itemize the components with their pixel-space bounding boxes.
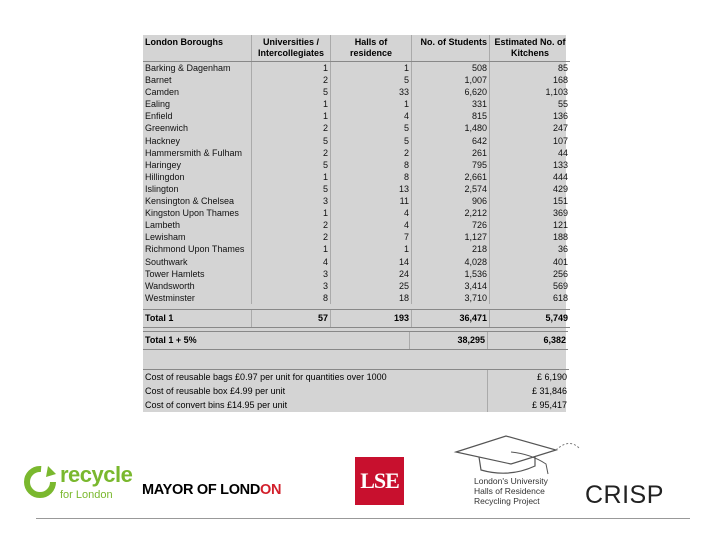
cell-students: 3,414 <box>412 280 490 292</box>
recycle-title: recycle <box>60 462 133 487</box>
cell-universities: 1 <box>252 243 331 255</box>
cell-borough: Southwark <box>145 256 188 267</box>
cell-halls: 1 <box>331 243 412 255</box>
cell-students: 642 <box>412 135 490 147</box>
cell-students: 1,536 <box>412 268 490 280</box>
total-plus-row <box>143 332 568 350</box>
cell-borough: Tower Hamlets <box>145 268 205 279</box>
cell-universities: 4 <box>252 256 331 268</box>
halls-line-3: Recycling Project <box>474 496 540 506</box>
cell-borough: Enfield <box>145 111 173 122</box>
table-row <box>143 110 570 122</box>
cell-kitchens: 85 <box>490 62 571 75</box>
table-row <box>143 122 570 134</box>
cell-students: 508 <box>412 62 490 75</box>
cell-halls: 1 <box>331 98 412 110</box>
header-borough: London Boroughs <box>143 35 252 62</box>
table-row <box>143 219 570 231</box>
cell-students: 4,028 <box>412 256 490 268</box>
cell-borough: Camden <box>145 87 180 98</box>
cell-halls: 7 <box>331 231 412 243</box>
cell-universities: 1 <box>252 110 331 122</box>
mayor-accent-text: ON <box>260 482 282 498</box>
table-row <box>143 171 570 183</box>
mortarboard-icon <box>451 430 581 480</box>
cell-halls: 14 <box>331 256 412 268</box>
total-halls: 193 <box>331 310 412 328</box>
cell-universities: 2 <box>252 231 331 243</box>
cell-kitchens: 618 <box>490 292 571 304</box>
cell-universities: 1 <box>252 171 331 183</box>
cell-universities: 1 <box>252 207 331 219</box>
table-row <box>143 207 570 219</box>
halls-recycling-logo <box>456 430 576 515</box>
cell-kitchens: 55 <box>490 98 571 110</box>
total-plus-kitchens: 6,382 <box>488 332 569 350</box>
total-students: 36,471 <box>412 310 490 328</box>
header-halls: Halls of residence <box>331 35 412 62</box>
recycle-arrow-icon <box>22 464 58 500</box>
cell-kitchens: 444 <box>490 171 571 183</box>
cell-universities: 5 <box>252 86 331 98</box>
table-row <box>143 159 570 171</box>
cell-halls: 2 <box>331 147 412 159</box>
cell-borough: Westminster <box>145 292 195 303</box>
cell-universities: 3 <box>252 268 331 280</box>
cell-students: 1,007 <box>412 74 490 86</box>
cost-table <box>143 369 569 412</box>
table-row <box>143 280 570 292</box>
cell-kitchens: 247 <box>490 122 571 134</box>
cell-universities: 2 <box>252 147 331 159</box>
halls-line-1: London's University <box>474 476 548 486</box>
table-row <box>143 74 570 86</box>
cell-universities: 5 <box>252 183 331 195</box>
cell-kitchens: 1,103 <box>490 86 571 98</box>
cell-halls: 11 <box>331 195 412 207</box>
cell-borough: Barnet <box>145 75 172 86</box>
cell-borough: Lambeth <box>145 220 181 231</box>
recycle-for-london-logo <box>22 462 132 508</box>
cell-universities: 2 <box>252 219 331 231</box>
cell-kitchens: 429 <box>490 183 571 195</box>
cell-borough: Richmond Upon Thames <box>145 244 245 255</box>
cell-kitchens: 107 <box>490 135 571 147</box>
header-universities: Universities / Intercollegiates <box>252 35 331 62</box>
table-row <box>143 243 570 255</box>
cell-halls: 1 <box>331 62 412 75</box>
cell-borough: Greenwich <box>145 123 189 134</box>
cell-kitchens: 121 <box>490 219 571 231</box>
cost-label: Cost of reusable bags £0.97 per unit for quantities over 1000 <box>143 370 488 385</box>
cell-borough: Lewisham <box>145 232 186 243</box>
total-plus-label: Total 1 + 5% <box>143 332 410 350</box>
cost-value: £ 6,190 <box>488 370 570 385</box>
cell-universities: 1 <box>252 98 331 110</box>
cost-value: £ 31,846 <box>488 384 570 398</box>
table-header-row <box>143 35 570 62</box>
cell-universities: 2 <box>252 74 331 86</box>
cost-row <box>143 370 569 385</box>
total-row <box>143 310 570 328</box>
cell-kitchens: 44 <box>490 147 571 159</box>
halls-line-2: Halls of Residence <box>474 486 545 496</box>
cost-label: Cost of reusable box £4.99 per unit <box>145 386 286 396</box>
cell-students: 2,661 <box>412 171 490 183</box>
cell-halls: 8 <box>331 171 412 183</box>
boroughs-table <box>143 35 570 304</box>
cell-students: 218 <box>412 243 490 255</box>
table-row <box>143 195 570 207</box>
cell-universities: 3 <box>252 195 331 207</box>
cell-halls: 4 <box>331 207 412 219</box>
cell-universities: 3 <box>252 280 331 292</box>
cell-borough: Hammersmith & Fulham <box>145 147 243 158</box>
cell-halls: 8 <box>331 159 412 171</box>
cell-borough: Islington <box>145 183 179 194</box>
cell-borough: Wandsworth <box>145 280 195 291</box>
cell-halls: 18 <box>331 292 412 304</box>
cost-row <box>143 398 569 412</box>
lse-logo: LSE <box>355 457 404 505</box>
cell-borough: Ealing <box>145 99 171 110</box>
cell-halls: 4 <box>331 219 412 231</box>
cell-kitchens: 133 <box>490 159 571 171</box>
crisp-logo: CRISP <box>585 481 664 509</box>
cell-universities: 5 <box>252 135 331 147</box>
cell-halls: 33 <box>331 86 412 98</box>
total-plus-students: 38,295 <box>410 332 488 350</box>
table-row <box>143 98 570 110</box>
cell-kitchens: 136 <box>490 110 571 122</box>
footer-divider <box>36 518 690 519</box>
cell-students: 261 <box>412 147 490 159</box>
mayor-main-text: MAYOR OF LOND <box>142 482 261 498</box>
cost-label: Cost of convert bins £14.95 per unit <box>145 400 288 410</box>
table-row <box>143 183 570 195</box>
total-table <box>143 309 570 328</box>
total-plus-table <box>143 331 568 350</box>
cell-halls: 5 <box>331 135 412 147</box>
table-row <box>143 86 570 98</box>
mayor-of-london-logo <box>142 482 281 498</box>
cell-borough: Hillingdon <box>145 171 185 182</box>
cell-kitchens: 569 <box>490 280 571 292</box>
table-row <box>143 256 570 268</box>
cell-borough: Haringey <box>145 159 182 170</box>
cost-value: £ 95,417 <box>488 398 570 412</box>
cell-kitchens: 401 <box>490 256 571 268</box>
cell-halls: 25 <box>331 280 412 292</box>
cell-borough: Barking & Dagenham <box>145 63 231 73</box>
cell-halls: 5 <box>331 74 412 86</box>
cell-students: 1,480 <box>412 122 490 134</box>
halls-logo-text <box>474 476 548 506</box>
table-row <box>143 268 570 280</box>
cell-universities: 2 <box>252 122 331 134</box>
cell-students: 6,620 <box>412 86 490 98</box>
cell-kitchens: 188 <box>490 231 571 243</box>
cell-halls: 24 <box>331 268 412 280</box>
table-row <box>143 147 570 159</box>
cell-students: 331 <box>412 98 490 110</box>
cell-kitchens: 369 <box>490 207 571 219</box>
total-universities: 57 <box>252 310 331 328</box>
cell-students: 795 <box>412 159 490 171</box>
cell-halls: 13 <box>331 183 412 195</box>
spreadsheet-table <box>143 35 566 412</box>
cell-halls: 5 <box>331 122 412 134</box>
cell-students: 1,127 <box>412 231 490 243</box>
cell-universities: 1 <box>252 62 331 75</box>
table-row <box>143 231 570 243</box>
cell-borough: Kensington & Chelsea <box>145 196 235 207</box>
cell-students: 2,212 <box>412 207 490 219</box>
cell-students: 726 <box>412 219 490 231</box>
cell-students: 2,574 <box>412 183 490 195</box>
cell-students: 3,710 <box>412 292 490 304</box>
cell-universities: 5 <box>252 159 331 171</box>
total-kitchens: 5,749 <box>490 310 571 328</box>
cell-kitchens: 256 <box>490 268 571 280</box>
header-students: No. of Students <box>412 35 490 62</box>
cell-kitchens: 168 <box>490 74 571 86</box>
header-kitchens: Estimated No. of Kitchens <box>490 35 571 62</box>
cell-universities: 8 <box>252 292 331 304</box>
cell-kitchens: 36 <box>490 243 571 255</box>
cell-halls: 4 <box>331 110 412 122</box>
cell-borough: Hackney <box>145 135 181 146</box>
cost-row <box>143 384 569 398</box>
cell-students: 815 <box>412 110 490 122</box>
table-row <box>143 135 570 147</box>
cell-students: 906 <box>412 195 490 207</box>
table-row <box>143 292 570 304</box>
total-label: Total 1 <box>143 310 252 328</box>
table-row <box>143 62 570 75</box>
cell-borough: Kingston Upon Thames <box>145 208 239 219</box>
recycle-subtitle: for London <box>60 489 113 501</box>
cell-kitchens: 151 <box>490 195 571 207</box>
